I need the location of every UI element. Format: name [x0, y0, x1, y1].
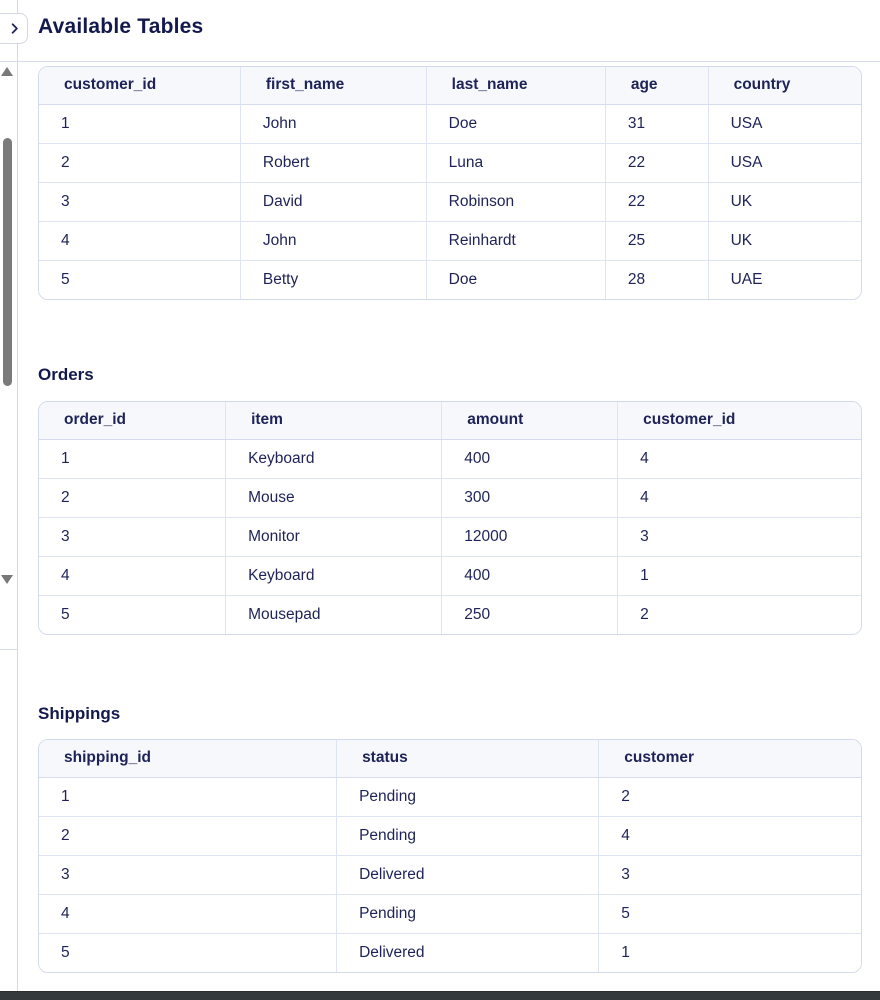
table-cell: 3 — [618, 517, 861, 556]
table-cell: 28 — [605, 260, 708, 299]
bottom-bar — [0, 991, 880, 1000]
table-cell: John — [240, 221, 426, 260]
table-cell: Pending — [337, 816, 599, 855]
vertical-scrollbar[interactable] — [0, 62, 17, 649]
table-cell: Robinson — [426, 182, 605, 221]
collapse-panel-button[interactable] — [0, 13, 28, 44]
table-cell: 400 — [442, 439, 618, 478]
column-header-order_id: order_id — [39, 402, 226, 439]
table-row — [39, 816, 861, 855]
table-cell: 4 — [618, 439, 861, 478]
table-cell: Robert — [240, 143, 426, 182]
table-cell: 3 — [39, 855, 337, 894]
header-row — [39, 740, 861, 777]
table-cell: Reinhardt — [426, 221, 605, 260]
table-cell: Pending — [337, 777, 599, 816]
table-cell: 3 — [39, 517, 226, 556]
table-row — [39, 894, 861, 933]
table-cell: UAE — [708, 260, 861, 299]
table-cell: 22 — [605, 182, 708, 221]
column-header-first_name: first_name — [240, 67, 426, 104]
table-cell: 400 — [442, 556, 618, 595]
table-row — [39, 855, 861, 894]
table-row — [39, 933, 861, 972]
table-cell: 300 — [442, 478, 618, 517]
table-title-orders: Orders — [38, 365, 94, 384]
customers-table — [38, 66, 862, 300]
table-cell: 5 — [39, 260, 240, 299]
table-cell: 4 — [599, 816, 861, 855]
scroll-up-icon[interactable] — [1, 67, 13, 76]
header-row — [39, 402, 861, 439]
table-cell: 4 — [39, 221, 240, 260]
column-header-item: item — [226, 402, 442, 439]
table-cell: Doe — [426, 260, 605, 299]
table-cell: USA — [708, 143, 861, 182]
column-header-customer_id: customer_id — [39, 67, 240, 104]
panel-divider — [17, 0, 18, 991]
table-cell: 2 — [618, 595, 861, 634]
table-row — [39, 260, 861, 299]
table-row — [39, 595, 861, 634]
table-row — [39, 143, 861, 182]
table-section-orders — [38, 364, 862, 635]
column-header-customer: customer — [599, 740, 861, 777]
table-cell: 4 — [618, 478, 861, 517]
column-header-status: status — [337, 740, 599, 777]
table-cell: 25 — [605, 221, 708, 260]
table-cell: Doe — [426, 104, 605, 143]
table-cell: 12000 — [442, 517, 618, 556]
table-cell: Keyboard — [226, 439, 442, 478]
table-row — [39, 777, 861, 816]
column-header-amount: amount — [442, 402, 618, 439]
table-cell: UK — [708, 182, 861, 221]
column-header-country: country — [708, 67, 861, 104]
scroll-down-icon[interactable] — [1, 575, 13, 584]
table-cell: 1 — [39, 104, 240, 143]
table-cell: Monitor — [226, 517, 442, 556]
table-cell: 2 — [39, 816, 337, 855]
column-header-shipping_id: shipping_id — [39, 740, 337, 777]
table-cell: 1 — [618, 556, 861, 595]
table-cell: 22 — [605, 143, 708, 182]
table-row — [39, 221, 861, 260]
chevron-right-icon — [7, 21, 22, 36]
table-cell: 5 — [39, 595, 226, 634]
tables-panel — [38, 66, 862, 973]
table-cell: Pending — [337, 894, 599, 933]
table-cell: David — [240, 182, 426, 221]
table-cell: 1 — [39, 777, 337, 816]
table-cell: 3 — [39, 182, 240, 221]
table-row — [39, 439, 861, 478]
table-cell: 4 — [39, 894, 337, 933]
table-cell: 1 — [599, 933, 861, 972]
table-section-customers — [38, 66, 862, 300]
table-cell: 31 — [605, 104, 708, 143]
table-cell: Delivered — [337, 933, 599, 972]
table-cell: Betty — [240, 260, 426, 299]
table-cell: 4 — [39, 556, 226, 595]
table-cell: 1 — [39, 439, 226, 478]
table-cell: 5 — [39, 933, 337, 972]
table-cell: 5 — [599, 894, 861, 933]
table-row — [39, 104, 861, 143]
table-cell: Mouse — [226, 478, 442, 517]
table-cell: USA — [708, 104, 861, 143]
scrollbar-track-end — [0, 649, 17, 650]
table-cell: UK — [708, 221, 861, 260]
shippings-table — [38, 739, 862, 973]
header-divider — [0, 61, 880, 62]
table-cell: 2 — [599, 777, 861, 816]
table-cell: Delivered — [337, 855, 599, 894]
table-row — [39, 517, 861, 556]
scrollbar-thumb[interactable] — [3, 138, 12, 386]
column-header-last_name: last_name — [426, 67, 605, 104]
page-title: Available Tables — [38, 15, 204, 38]
table-cell: 250 — [442, 595, 618, 634]
table-cell: Luna — [426, 143, 605, 182]
table-section-shippings — [38, 703, 862, 973]
table-row — [39, 182, 861, 221]
table-cell: 2 — [39, 478, 226, 517]
header-row — [39, 67, 861, 104]
table-cell: 3 — [599, 855, 861, 894]
table-row — [39, 478, 861, 517]
column-header-age: age — [605, 67, 708, 104]
table-row — [39, 556, 861, 595]
table-cell: 2 — [39, 143, 240, 182]
column-header-customer_id: customer_id — [618, 402, 861, 439]
orders-table — [38, 401, 862, 635]
table-cell: Mousepad — [226, 595, 442, 634]
table-title-shippings: Shippings — [38, 704, 121, 723]
table-cell: John — [240, 104, 426, 143]
table-cell: Keyboard — [226, 556, 442, 595]
